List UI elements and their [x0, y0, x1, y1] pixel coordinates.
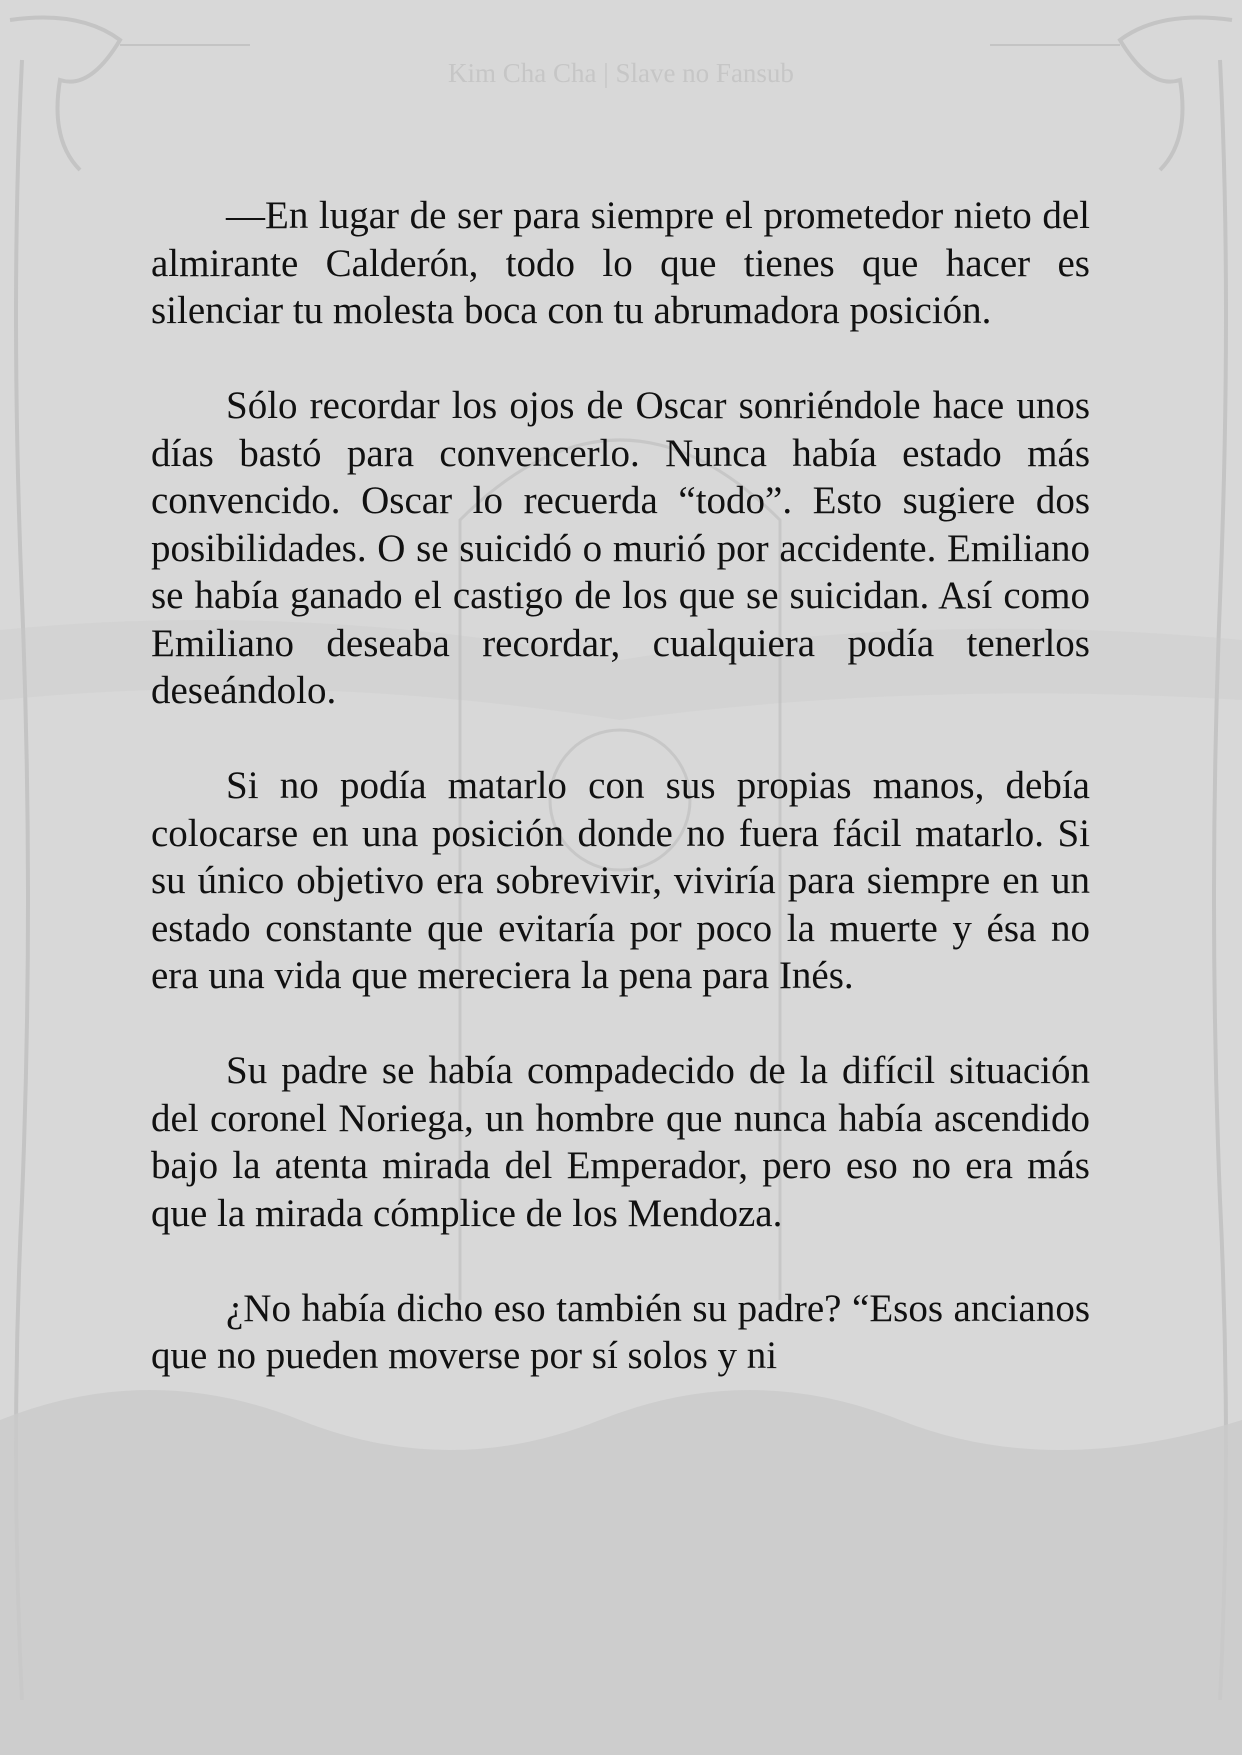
- paragraph: Sólo recordar los ojos de Oscar sonriéndole hace unos días bastó para convencerlo. Nunca había estado más convencido. Oscar lo recuerda “todo”. Esto sugiere dos posibilidades. O se suicidó o murió por accidente. Emiliano se había ganado el castigo de los que se suicidan. Así como Emiliano deseaba recordar, cualquiera podía tenerlos deseándolo.: [151, 384, 1090, 712]
- paragraph: —En lugar de ser para siempre el prometedor nieto del almirante Calderón, todo lo que tienes que hacer es silenciar tu molesta boca con tu abrumadora posición.: [151, 194, 1090, 332]
- top-left-corner-ornament: [10, 18, 120, 171]
- page-header: Kim Cha Cha | Slave no Fansub: [448, 58, 794, 88]
- paragraph: ¿No había dicho eso también su padre? “Esos ancianos que no pueden moverse por sí solos y ni: [151, 1286, 1090, 1377]
- top-right-corner-ornament: [1120, 18, 1232, 171]
- paragraph: Si no podía matarlo con sus propias manos, debía colocarse en una posición donde no fuera fácil matarlo. Si su único objetivo era sobrevivir, viviría para siempre en un estado constante que evitaría por poco la muerte y ésa no era una vida que mereciera la pena para Inés.: [151, 764, 1090, 997]
- document-body: [151, 192, 1090, 1427]
- wave-ornament: [0, 1390, 1242, 1755]
- paragraph: Su padre se había compadecido de la difícil situación del coronel Noriega, un hombre que nunca había ascendido bajo la atenta mirada del Emperador, pero eso no era más que la mirada cómplice de los Mendoza.: [151, 1049, 1090, 1235]
